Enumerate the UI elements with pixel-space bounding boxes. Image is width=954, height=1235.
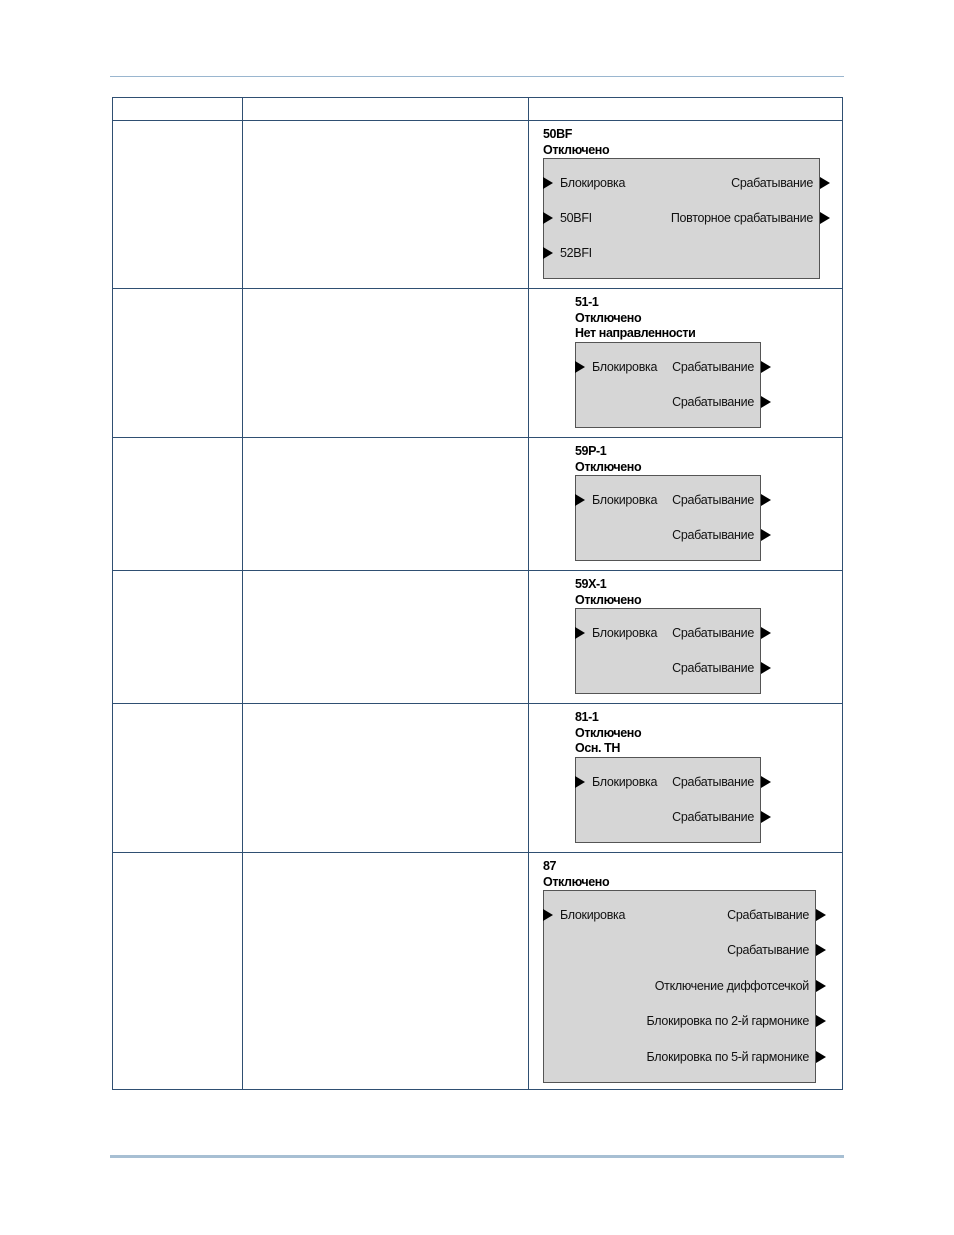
logic-block	[543, 127, 820, 279]
block-header	[575, 295, 761, 342]
block-header	[575, 444, 761, 475]
logic-blocks-table	[112, 97, 843, 1090]
block-body	[543, 890, 816, 1083]
block-header-line: 81-1	[575, 710, 599, 724]
row-cell-1	[113, 121, 243, 289]
block-header-line: 51-1	[575, 295, 599, 309]
output-arrow-icon	[816, 909, 826, 921]
block-header-line: 59P-1	[575, 444, 607, 458]
input-port-label: 50BFI	[560, 211, 592, 225]
input-port-label: Блокировка	[592, 493, 658, 507]
block-header	[575, 710, 761, 757]
input-port-label: Блокировка	[592, 774, 658, 789]
row-cell-diagram	[529, 704, 843, 853]
row-cell-2	[243, 704, 529, 853]
output-port-label: Срабатывание	[672, 661, 754, 675]
block-header-line: Осн. ТН	[575, 741, 621, 755]
output-port-label: Блокировка по 5-й гармонике	[646, 1049, 809, 1064]
input-port-label: Блокировка	[592, 359, 658, 374]
output-port-label: Срабатывание	[672, 359, 754, 374]
output-port-label: Срабатывание	[672, 626, 754, 640]
block-header-line: Отключено	[575, 592, 642, 607]
output-arrow-icon	[816, 980, 826, 992]
block-header-line: Нет направленности	[575, 326, 696, 340]
output-arrow-icon	[816, 944, 826, 956]
table-row	[113, 121, 843, 289]
input-arrow-icon	[543, 212, 553, 224]
block-body	[575, 757, 761, 843]
table-row	[113, 704, 843, 853]
input-port-label: Блокировка	[592, 626, 658, 640]
output-port-label: Срабатывание	[727, 908, 809, 922]
output-port-label: Отключение диффотсечкой	[654, 978, 809, 993]
output-port-label: Срабатывание	[672, 774, 754, 789]
output-port-label: Срабатывание	[672, 493, 754, 507]
output-port-label: Срабатывание	[731, 176, 813, 190]
row-cell-diagram	[529, 438, 843, 571]
row-cell-2	[243, 438, 529, 571]
output-arrow-icon	[816, 1051, 826, 1063]
header-rule	[110, 76, 844, 77]
block-header-line: Отключено	[575, 725, 642, 740]
row-cell-2	[243, 289, 529, 438]
output-arrow-icon	[761, 776, 771, 788]
row-cell-diagram	[529, 571, 843, 704]
input-arrow-icon	[543, 177, 553, 189]
output-port-label: Блокировка по 2-й гармонике	[646, 1014, 809, 1029]
logic-block	[575, 444, 761, 561]
block-header	[543, 859, 816, 890]
row-cell-2	[243, 571, 529, 704]
block-header-line: Отключено	[575, 310, 642, 325]
output-arrow-icon	[761, 361, 771, 373]
row-cell-diagram	[529, 121, 843, 289]
block-header-line: Отключено	[543, 874, 610, 889]
table-row	[113, 853, 843, 1090]
input-port-label: Блокировка	[560, 176, 626, 190]
block-body	[575, 475, 761, 561]
block-body	[575, 342, 761, 428]
logic-block	[575, 710, 761, 843]
output-arrow-icon	[820, 212, 830, 224]
output-arrow-icon	[761, 494, 771, 506]
output-port-label: Срабатывание	[727, 943, 809, 958]
input-port-label: 52BFI	[560, 246, 592, 260]
table-row	[113, 438, 843, 571]
table-row	[113, 571, 843, 704]
logic-block	[575, 295, 761, 428]
table-row	[113, 289, 843, 438]
header-cell-3	[529, 98, 843, 121]
output-arrow-icon	[761, 396, 771, 408]
output-port-label: Срабатывание	[672, 394, 754, 409]
input-arrow-icon	[575, 776, 585, 788]
block-header	[575, 577, 761, 608]
output-arrow-icon	[761, 529, 771, 541]
output-arrow-icon	[820, 177, 830, 189]
output-arrow-icon	[761, 662, 771, 674]
block-body	[575, 608, 761, 694]
row-cell-1	[113, 704, 243, 853]
output-arrow-icon	[761, 627, 771, 639]
output-arrow-icon	[816, 1015, 826, 1027]
output-port-label: Срабатывание	[672, 528, 754, 542]
header-cell-1	[113, 98, 243, 121]
input-arrow-icon	[575, 494, 585, 506]
block-header-line: 50BF	[543, 127, 572, 141]
row-cell-1	[113, 853, 243, 1090]
output-port-label: Срабатывание	[672, 809, 754, 824]
block-body	[543, 158, 820, 279]
row-cell-2	[243, 853, 529, 1090]
row-cell-1	[113, 289, 243, 438]
input-arrow-icon	[543, 909, 553, 921]
row-cell-diagram	[529, 853, 843, 1090]
row-cell-diagram	[529, 289, 843, 438]
input-arrow-icon	[575, 627, 585, 639]
row-cell-1	[113, 438, 243, 571]
block-header-line: 87	[543, 859, 557, 873]
block-header-line: Отключено	[575, 459, 642, 474]
table-header-row	[113, 98, 843, 121]
block-header-line: Отключено	[543, 142, 610, 157]
footer-rule	[110, 1155, 844, 1158]
input-port-label: Блокировка	[560, 908, 626, 922]
input-arrow-icon	[543, 247, 553, 259]
row-cell-2	[243, 121, 529, 289]
block-header-line: 59X-1	[575, 577, 607, 591]
input-arrow-icon	[575, 361, 585, 373]
row-cell-1	[113, 571, 243, 704]
header-cell-2	[243, 98, 529, 121]
output-port-label: Повторное срабатывание	[670, 211, 813, 225]
block-header	[543, 127, 820, 158]
logic-block	[543, 859, 816, 1083]
output-arrow-icon	[761, 811, 771, 823]
logic-block	[575, 577, 761, 694]
